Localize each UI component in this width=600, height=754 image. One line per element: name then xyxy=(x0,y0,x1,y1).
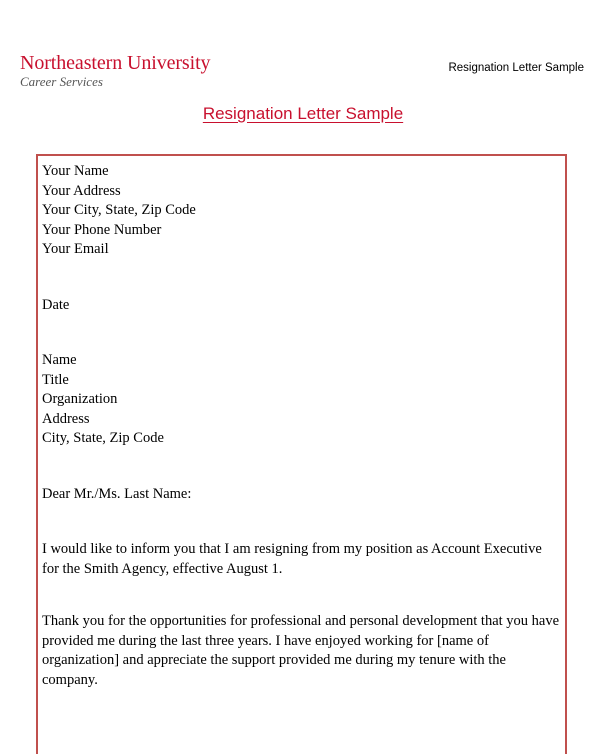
recipient-organization: Organization xyxy=(42,391,118,407)
recipient-name: Name xyxy=(42,352,77,368)
letter-date: Date xyxy=(42,296,70,313)
sender-address: Your Address xyxy=(42,182,121,199)
university-name: Northeastern University xyxy=(20,52,211,74)
sender-city-state-zip: Your City, State, Zip Code xyxy=(42,202,196,218)
department-name: Career Services xyxy=(20,74,103,89)
recipient-address: Address xyxy=(42,410,90,427)
recipient-title: Title xyxy=(42,371,69,388)
salutation: Dear Mr./Ms. Last Name: xyxy=(42,485,192,502)
document-header-label: Resignation Letter Sample xyxy=(448,62,584,74)
letter-body xyxy=(42,162,562,690)
document-title: Resignation Letter Sample xyxy=(202,104,404,123)
sender-email: Your Email xyxy=(42,241,109,257)
recipient-address-block xyxy=(42,351,562,449)
sender-name: Your Name xyxy=(42,163,109,179)
sender-phone: Your Phone Number xyxy=(42,221,162,238)
sender-address-block xyxy=(42,162,562,260)
recipient-city-state-zip: City, State, Zip Code xyxy=(42,430,164,446)
paragraph-1: I would like to inform you that I am resigning from my position as Account Executive for the Smith Agency, effective August 1. xyxy=(42,541,542,577)
university-logo xyxy=(20,52,210,90)
paragraph-2: Thank you for the opportunities for professional and personal development that you have provided me during the last three years. I have enjoyed working for [name of organization] and appreciate the support provided me during my tenure with the company. xyxy=(42,613,560,688)
